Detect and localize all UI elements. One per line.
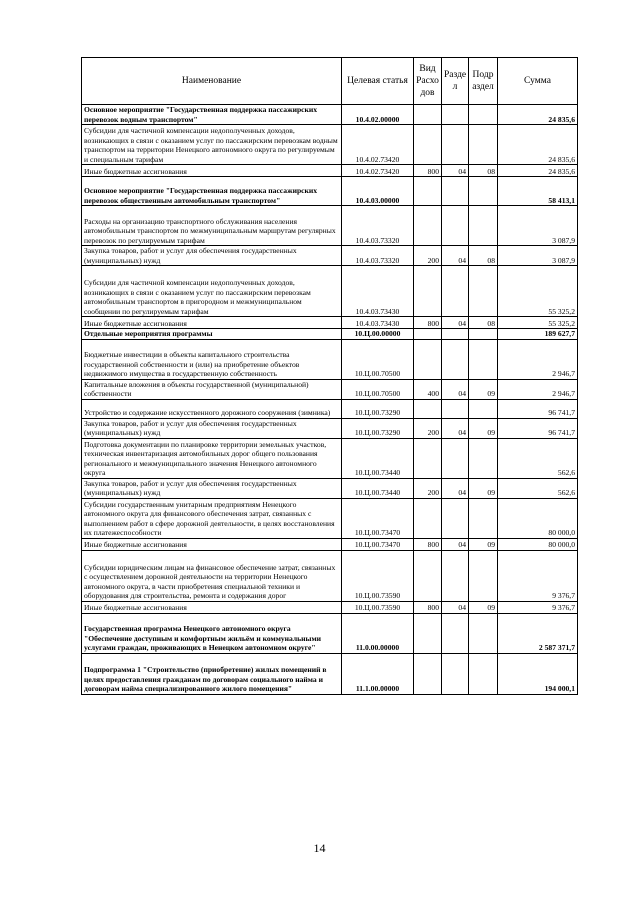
row-target-cell: 10.Ц.00.73470: [342, 538, 414, 550]
row-section-cell: 04: [442, 478, 469, 498]
table-row: [82, 379, 578, 399]
table-row: [82, 246, 578, 266]
row-section-cell: [442, 438, 469, 478]
row-subsection-cell: [469, 206, 498, 246]
row-section-cell: [442, 498, 469, 538]
row-name-cell: Субсидии государственным унитарным предприятиям Ненецкого автономного округа для финансового обеспечения затрат, связанных с выполнением работ в сфере дорожной деятельности, в целях восстановления их платежеспособности: [82, 498, 342, 538]
row-target-cell: 10.Ц.00.73590: [342, 550, 414, 601]
row-target-cell: 10.4.03.73430: [342, 317, 414, 329]
row-expense-type-cell: 800: [414, 317, 442, 329]
table-row: [82, 399, 578, 418]
row-name-cell: Капитальные вложения в объекты государственной (муниципальной) собственности: [82, 379, 342, 399]
table-row: [82, 498, 578, 538]
row-name-cell: Основное мероприятие "Государственная поддержка пассажирских перевозок водным транспортом": [82, 105, 342, 125]
row-section-cell: 04: [442, 317, 469, 329]
row-sum-cell: 2 946,7: [498, 379, 578, 399]
row-section-cell: [442, 125, 469, 165]
row-sum-cell: 80 000,0: [498, 498, 578, 538]
header-sum: Сумма: [498, 58, 578, 105]
table-row: [82, 177, 578, 206]
row-sum-cell: 9 376,7: [498, 550, 578, 601]
row-target-cell: 10.4.03.73320: [342, 206, 414, 246]
row-name-cell: Закупка товаров, работ и услуг для обеспечения государственных (муниципальных) нужд: [82, 246, 342, 266]
row-sum-cell: 9 376,7: [498, 601, 578, 613]
row-subsection-cell: 08: [469, 246, 498, 266]
row-section-cell: [442, 177, 469, 206]
row-expense-type-cell: 400: [414, 379, 442, 399]
row-name-cell: Иные бюджетные ассигнования: [82, 601, 342, 613]
row-name-cell: Иные бюджетные ассигнования: [82, 538, 342, 550]
table-row: [82, 613, 578, 653]
row-sum-cell: 96 741,7: [498, 418, 578, 438]
table-row: [82, 653, 578, 694]
row-expense-type-cell: [414, 329, 442, 340]
row-sum-cell: 2 946,7: [498, 339, 578, 379]
table-row: [82, 550, 578, 601]
header-section: Разде л: [442, 58, 469, 105]
row-section-cell: [442, 339, 469, 379]
row-expense-type-cell: 200: [414, 478, 442, 498]
row-expense-type-cell: [414, 177, 442, 206]
table-row: [82, 438, 578, 478]
row-name-cell: Закупка товаров, работ и услуг для обеспечения государственных (муниципальных) нужд: [82, 478, 342, 498]
row-expense-type-cell: [414, 498, 442, 538]
row-subsection-cell: [469, 653, 498, 694]
row-name-cell: Закупка товаров, работ и услуг для обеспечения государственных (муниципальных) нужд: [82, 418, 342, 438]
row-expense-type-cell: [414, 550, 442, 601]
row-subsection-cell: 09: [469, 418, 498, 438]
row-target-cell: 10.4.02.00000: [342, 105, 414, 125]
row-target-cell: 10.4.03.00000: [342, 177, 414, 206]
row-section-cell: [442, 206, 469, 246]
row-expense-type-cell: [414, 266, 442, 317]
row-name-cell: Подготовка документации по планировке территории земельных участков, техническая инвентаризация автомобильных дорог общего пользования регионального и межмуниципального значения Ненецкого автономного округа: [82, 438, 342, 478]
row-section-cell: 04: [442, 418, 469, 438]
row-name-cell: Субсидии для частичной компенсации недополученных доходов, возникающих в связи с оказанием услуг по пассажирским перевозкам водным транспортом на территории Ненецкого автономного округа по регулируемым и специальным тарифам: [82, 125, 342, 165]
row-sum-cell: 189 627,7: [498, 329, 578, 340]
row-expense-type-cell: 200: [414, 418, 442, 438]
table-row: [82, 339, 578, 379]
row-section-cell: [442, 105, 469, 125]
row-subsection-cell: [469, 498, 498, 538]
row-target-cell: 11.0.00.00000: [342, 613, 414, 653]
row-sum-cell: 55 325,2: [498, 266, 578, 317]
row-name-cell: Бюджетные инвестиции в объекты капитального строительства государственной собственности и (или) на приобретение объектов недвижимого имущества в государственную собственность: [82, 339, 342, 379]
row-subsection-cell: [469, 329, 498, 340]
row-sum-cell: 3 087,9: [498, 246, 578, 266]
row-name-cell: Подпрограмма 1 "Строительство (приобретение) жилых помещений в целях предоставления гражданам по договорам социального найма и договорам найма специализированного жилого помещения": [82, 653, 342, 694]
table-row: [82, 125, 578, 165]
header-subsection: Подр аздел: [469, 58, 498, 105]
row-target-cell: 10.Ц.00.73440: [342, 478, 414, 498]
row-expense-type-cell: [414, 438, 442, 478]
row-sum-cell: 2 587 371,7: [498, 613, 578, 653]
row-target-cell: 10.Ц.00.73470: [342, 498, 414, 538]
row-target-cell: 10.Ц.00.73440: [342, 438, 414, 478]
row-expense-type-cell: [414, 339, 442, 379]
row-sum-cell: 80 000,0: [498, 538, 578, 550]
row-target-cell: 10.4.03.73320: [342, 246, 414, 266]
row-sum-cell: 24 835,6: [498, 125, 578, 165]
row-target-cell: 10.4.03.73430: [342, 266, 414, 317]
table-row: [82, 329, 578, 340]
row-section-cell: [442, 653, 469, 694]
row-subsection-cell: 08: [469, 317, 498, 329]
row-subsection-cell: 09: [469, 379, 498, 399]
row-subsection-cell: [469, 399, 498, 418]
row-name-cell: Иные бюджетные ассигнования: [82, 317, 342, 329]
row-expense-type-cell: [414, 206, 442, 246]
row-sum-cell: 24 835,6: [498, 105, 578, 125]
row-subsection-cell: [469, 438, 498, 478]
table-row: [82, 418, 578, 438]
row-section-cell: [442, 613, 469, 653]
row-sum-cell: 562,6: [498, 478, 578, 498]
row-sum-cell: 3 087,9: [498, 206, 578, 246]
row-section-cell: 04: [442, 379, 469, 399]
row-sum-cell: 562,6: [498, 438, 578, 478]
header-expense-type: Вид Расхо дов: [414, 58, 442, 105]
row-name-cell: Иные бюджетные ассигнования: [82, 165, 342, 177]
row-section-cell: [442, 399, 469, 418]
row-target-cell: 10.Ц.00.00000: [342, 329, 414, 340]
row-subsection-cell: 08: [469, 165, 498, 177]
row-section-cell: [442, 329, 469, 340]
row-name-cell: Субсидии для частичной компенсации недополученных доходов, возникающих в связи с оказанием услуг по пассажирским перевозкам автомобильным транспортом в пригородном и межмуниципальном сообщении по регулируемым тарифам: [82, 266, 342, 317]
row-target-cell: 10.Ц.00.70500: [342, 339, 414, 379]
row-sum-cell: 194 000,1: [498, 653, 578, 694]
row-expense-type-cell: [414, 125, 442, 165]
row-name-cell: Расходы на организацию транспортного обслуживания населения автомобильным транспортом по межмуниципальным маршрутам регулярных перевозок по регулируемым тарифам: [82, 206, 342, 246]
row-section-cell: 04: [442, 538, 469, 550]
row-section-cell: 04: [442, 601, 469, 613]
row-target-cell: 10.4.02.73420: [342, 165, 414, 177]
row-name-cell: Государственная программа Ненецкого автономного округа "Обеспечение доступным и комфортным жильём и коммунальными услугами граждан, проживающих в Ненецком автономном округе": [82, 613, 342, 653]
row-section-cell: 04: [442, 165, 469, 177]
row-target-cell: 10.4.02.73420: [342, 125, 414, 165]
row-name-cell: Субсидии юридическим лицам на финансовое обеспечение затрат, связанных с осуществлением дорожной деятельности на территории Ненецкого автономного округа, в части приобретения специальной техники и оборудования для строительства, ремонта и содержания дорог: [82, 550, 342, 601]
row-sum-cell: 55 325,2: [498, 317, 578, 329]
table-row: [82, 165, 578, 177]
table-header-row: [82, 58, 578, 105]
row-name-cell: Отдельные мероприятия программы: [82, 329, 342, 340]
row-subsection-cell: [469, 266, 498, 317]
row-name-cell: Устройство и содержание искусственного дорожного сооружения (зимника): [82, 399, 342, 418]
table-row: [82, 601, 578, 613]
row-section-cell: 04: [442, 246, 469, 266]
row-target-cell: 10.Ц.00.70500: [342, 379, 414, 399]
row-subsection-cell: 09: [469, 601, 498, 613]
row-subsection-cell: 09: [469, 538, 498, 550]
row-expense-type-cell: 800: [414, 601, 442, 613]
table-row: [82, 105, 578, 125]
table-row: [82, 538, 578, 550]
row-subsection-cell: [469, 613, 498, 653]
row-target-cell: 10.Ц.00.73290: [342, 418, 414, 438]
row-name-cell: Основное мероприятие "Государственная поддержка пассажирских перевозок общественным автомобильным транспортом": [82, 177, 342, 206]
row-section-cell: [442, 550, 469, 601]
row-section-cell: [442, 266, 469, 317]
header-target-article: Целевая статья: [342, 58, 414, 105]
table-row: [82, 478, 578, 498]
row-sum-cell: 96 741,7: [498, 399, 578, 418]
row-target-cell: 11.1.00.00000: [342, 653, 414, 694]
row-subsection-cell: [469, 550, 498, 601]
row-subsection-cell: [469, 339, 498, 379]
row-subsection-cell: 09: [469, 478, 498, 498]
table-row: [82, 317, 578, 329]
header-name: Наименование: [82, 58, 342, 105]
row-expense-type-cell: [414, 399, 442, 418]
budget-table: [81, 57, 578, 695]
row-target-cell: 10.Ц.00.73590: [342, 601, 414, 613]
row-expense-type-cell: 800: [414, 165, 442, 177]
table-row: [82, 266, 578, 317]
row-subsection-cell: [469, 105, 498, 125]
row-target-cell: 10.Ц.00.73290: [342, 399, 414, 418]
row-subsection-cell: [469, 125, 498, 165]
row-expense-type-cell: [414, 105, 442, 125]
row-sum-cell: 24 835,6: [498, 165, 578, 177]
row-expense-type-cell: [414, 653, 442, 694]
row-sum-cell: 58 413,1: [498, 177, 578, 206]
row-expense-type-cell: [414, 613, 442, 653]
row-subsection-cell: [469, 177, 498, 206]
table-row: [82, 206, 578, 246]
row-expense-type-cell: 200: [414, 246, 442, 266]
row-expense-type-cell: 800: [414, 538, 442, 550]
page-number: 14: [313, 841, 326, 855]
